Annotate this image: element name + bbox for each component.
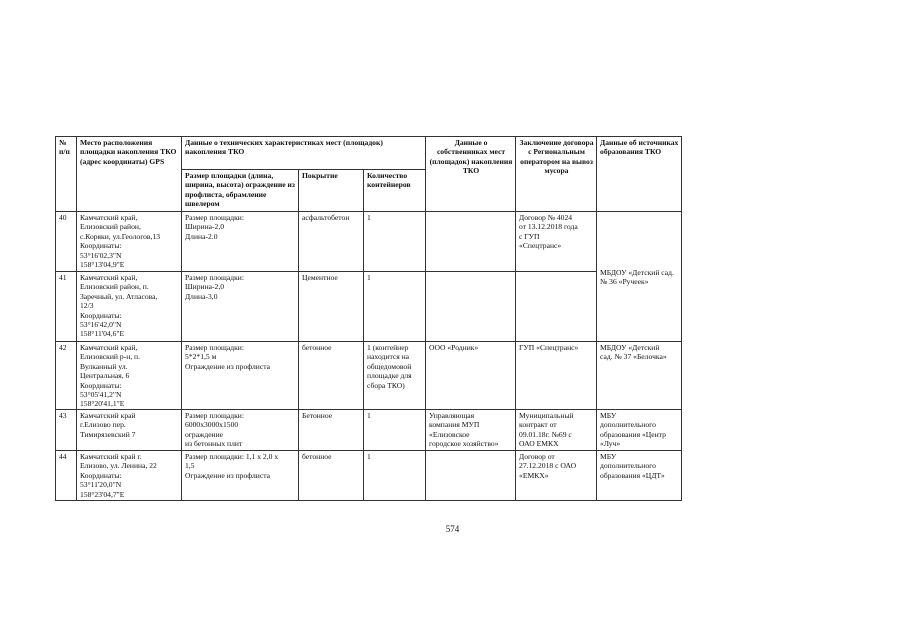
cell-contract: Договор от 27.12.2018 с ОАО «ЕМКХ» <box>516 451 597 501</box>
cell-size: Размер площадки: 6000х3000х1500 ограждение из бетонных плит <box>182 410 299 451</box>
cell-surface: бетонное <box>299 451 364 501</box>
cell-num: 41 <box>56 272 77 342</box>
header-size: Размер площадки (длина, ширина, высота) ограждение из профлиста, обрамление швелером <box>182 170 299 212</box>
cell-owners: Управляющая компания МУП «Елизовское городское хозяйство» <box>426 410 516 451</box>
cell-owners: ООО «Родник» <box>426 342 516 410</box>
cell-sources: МБДОУ «Детский сад. № 36 «Ручеек» <box>597 212 682 342</box>
header-contract: Заключение договора с Региональным оператором на вывоз мусора <box>516 137 597 212</box>
cell-contract: ГУП «Спецтранс» <box>516 342 597 410</box>
cell-contract: Договор № 4024 от 13.12.2018 года с ГУП «Спецтранс» <box>516 212 597 272</box>
header-owners: Данные о собственниках мест (площадок) накопления ТКО <box>426 137 516 212</box>
cell-contract <box>516 272 597 342</box>
table-row <box>56 451 682 501</box>
header-sources: Данные об источниках образования ТКО <box>597 137 682 212</box>
cell-surface: Цементное <box>299 272 364 342</box>
cell-sources: МБУ дополнительного образования «ЦДТ» <box>597 451 682 501</box>
cell-size: Размер площадки: Ширина-2,0 Длина-3,0 <box>182 272 299 342</box>
cell-surface: асфальтобетон <box>299 212 364 272</box>
cell-location: Камчатский край г.Елизово пер. Тимирязевский 7 <box>77 410 182 451</box>
table-row <box>56 272 682 342</box>
cell-surface: Бетонное <box>299 410 364 451</box>
table-row <box>56 342 682 410</box>
cell-owners <box>426 451 516 501</box>
cell-containers: 1 <box>364 451 426 501</box>
header-num: № п/п <box>56 137 77 212</box>
cell-num: 40 <box>56 212 77 272</box>
cell-location: Камчатский край г. Елизово, ул. Ленина, 22 Координаты: 53°11'20,0"N 158°23'04,7"E <box>77 451 182 501</box>
cell-location: Камчатский край, Елизовский р-н, п. Вулканный ул. Центральная, 6 Координаты: 53°05'41,2"N 158°20'41,1"E <box>77 342 182 410</box>
page-number: 574 <box>445 524 460 534</box>
cell-owners <box>426 212 516 272</box>
header-containers: Количество контейнеров <box>364 170 426 212</box>
cell-containers: 1 <box>364 410 426 451</box>
cell-num: 44 <box>56 451 77 501</box>
cell-sources: МБДОУ «Детский сад. № 37 «Белочка» <box>597 342 682 410</box>
cell-num: 42 <box>56 342 77 410</box>
header-tech-group: Данные о технических характеристиках мест (площадок) накопления ТКО <box>182 137 426 170</box>
cell-containers: 1 <box>364 212 426 272</box>
cell-size: Размер площадки: 1,1 х 2,0 х 1,5 Ограждение из профлиста <box>182 451 299 501</box>
table-row <box>56 212 682 272</box>
table-header-row <box>56 137 682 170</box>
cell-surface: бетонное <box>299 342 364 410</box>
cell-containers: 1 (контейнер находится на общедомовой площадке для сбора ТКО) <box>364 342 426 410</box>
cell-sources: МБУ дополнительного образования «Центр «Луч» <box>597 410 682 451</box>
tko-sites-table <box>55 136 682 501</box>
cell-num: 43 <box>56 410 77 451</box>
header-location: Место расположения площадки накопления ТКО (адрес координаты) GPS <box>77 137 182 212</box>
cell-size: Размер площадки: 5*2*1,5 м Ограждение из профлиста <box>182 342 299 410</box>
cell-containers: 1 <box>364 272 426 342</box>
cell-location: Камчатский край, Елизовский район, с.Коряки, ул.Геологов,13 Координаты: 53°16'02,3"N 158°13'04,9"E <box>77 212 182 272</box>
cell-size: Размер площадки: Ширина-2,0 Длина-2.0 <box>182 212 299 272</box>
cell-contract: Муниципальный контракт от 09.01.18г. №69 с ОАО ЕМКХ <box>516 410 597 451</box>
header-surface: Покрытие <box>299 170 364 212</box>
table-row <box>56 410 682 451</box>
cell-location: Камчатский край, Елизовский район, п. Заречный, ул. Атласова, 12/3 Координаты: 53°16'42,0"N 158°11'04,6"E <box>77 272 182 342</box>
cell-owners <box>426 272 516 342</box>
